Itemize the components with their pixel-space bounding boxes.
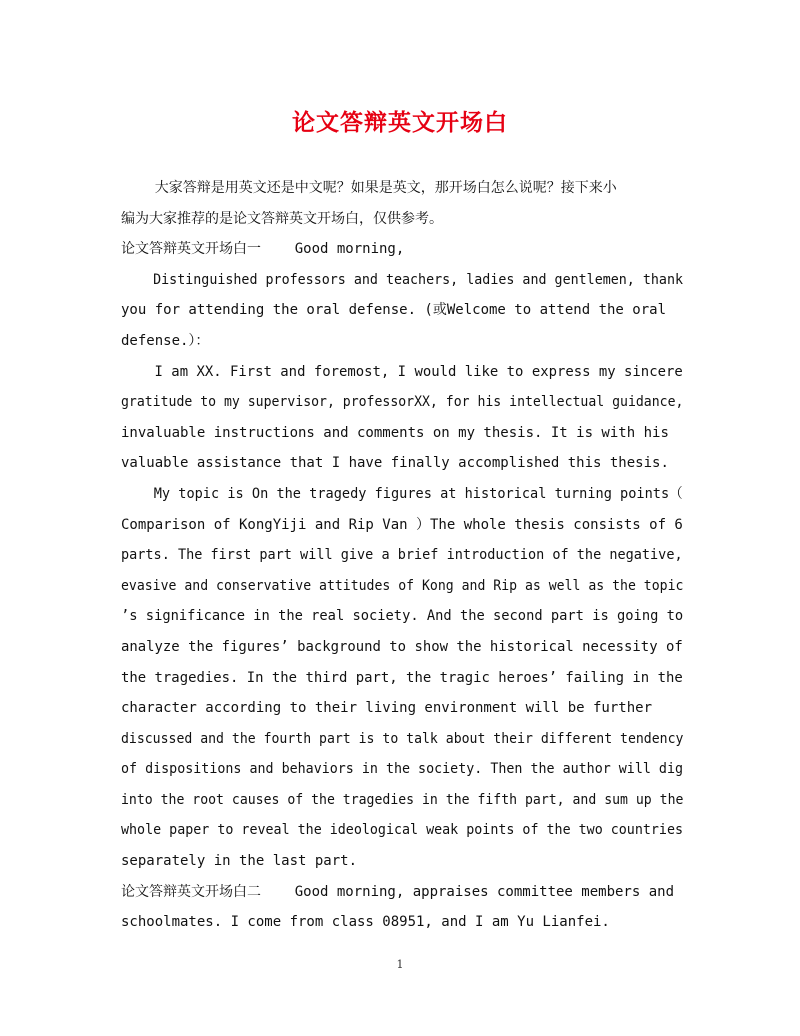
document-title: 论文答辩英文开场白 xyxy=(292,109,508,136)
text-line: evasive and conservative attitudes of Kong and Rip as well as the topic xyxy=(121,577,684,594)
text-line: I am XX. First and foremost, I would like to express my sincere xyxy=(121,363,683,380)
text-line: valuable assistance that I have finally accomplished this thesis. xyxy=(121,455,669,472)
text-line: the tragedies. In the third part, the tragic heroes’ failing in the xyxy=(121,669,683,686)
text-line: defense.）： xyxy=(121,332,210,349)
text-line: separately in the last part. xyxy=(121,853,358,870)
text-line: 大家答辩是用英文还是中文呢？如果是英文，那开场白怎么说呢？接下来小 xyxy=(121,180,617,196)
text-line: schoolmates. I come from class 08951, and I am Yu Lianfei. xyxy=(121,914,610,931)
text-line: gratitude to my supervisor, professorXX, for his intellectual guidance, xyxy=(121,394,684,411)
document-body xyxy=(121,173,683,938)
text-line: into the root causes of the tragedies in the fifth part, and sum up the xyxy=(121,791,684,808)
text-line: character according to their living environment will be further xyxy=(121,700,653,717)
text-line: 论文答辩英文开场白二 Good morning, appraises committee members and xyxy=(121,883,675,900)
text-line: Distinguished professors and teachers, ladies and gentlemen, thank xyxy=(121,271,684,288)
text-line: 论文答辩英文开场白一 Good morning, xyxy=(121,241,405,258)
text-line: of dispositions and behaviors in the society. Then the author will dig xyxy=(121,761,684,778)
text-line: analyze the figures’ background to show the historical necessity of xyxy=(121,638,683,655)
text-line: ’s significance in the real society. And the second part is going to xyxy=(121,608,684,625)
text-line: My topic is On the tragedy figures at historical turning points（ xyxy=(121,485,683,502)
text-line: whole paper to reveal the ideological weak points of the two countries xyxy=(121,822,684,839)
page-number: 1 xyxy=(396,958,404,971)
text-line: invaluable instructions and comments on my thesis. It is with his xyxy=(121,424,669,441)
text-line: discussed and the fourth part is to talk about their different tendency xyxy=(121,730,684,747)
text-line: parts. The first part will give a brief introduction of the negative, xyxy=(121,547,683,564)
text-line: 编为大家推荐的是论文答辩英文开场白，仅供参考。 xyxy=(121,210,443,227)
text-line: you for attending the oral defense. (或Welcome to attend the oral xyxy=(121,302,667,319)
text-line: Comparison of KongYiji and Rip Van ）The whole thesis consists of 6 xyxy=(121,516,683,533)
